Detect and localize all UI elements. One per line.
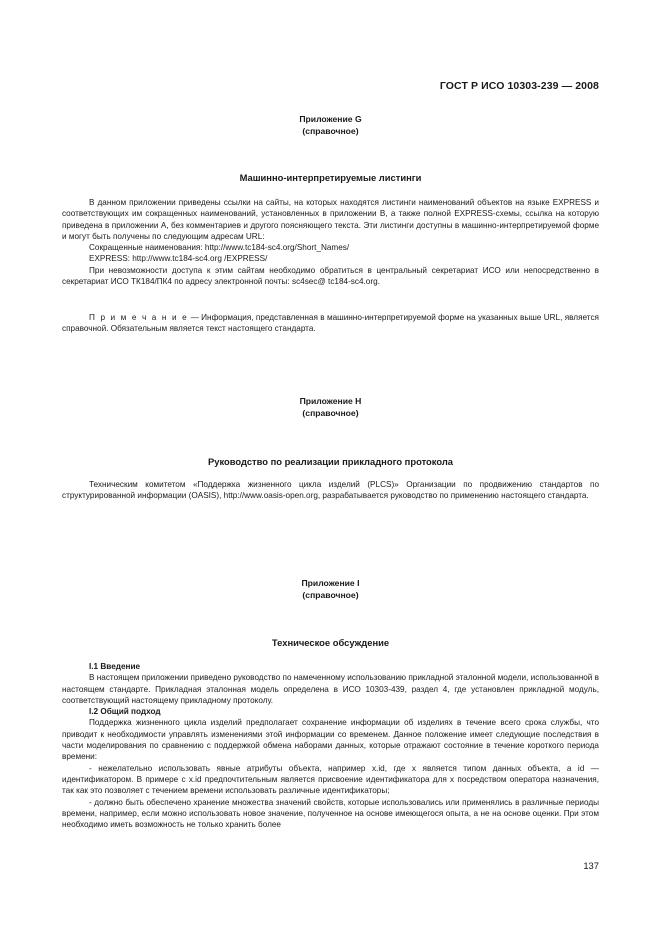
annex-i-title: Техническое обсуждение xyxy=(271,637,390,648)
standard-header: ГОСТ Р ИСО 10303-239 — 2008 xyxy=(439,80,599,92)
annex-i-heading xyxy=(62,577,599,601)
annex-h-body xyxy=(62,479,599,502)
annex-g-paragraph-1: В данном приложении приведены ссылки на сайты, на которых находятся листинги наименований объектов на языке EXPRESS и соответствующих им сокращенных наименований, установленных в приложении В, а также полной EXPRESS-схемы, ссылка на которую приведена в приложении А, без комментариев и другого поясняющего текста. Эти листинги доступны в машинно-интерпретируемой форме и могут быть получены по следующим адресам URL: xyxy=(62,198,599,241)
annex-g-paragraph-2: Сокращенные наименования: http://www.tc184-sc4.org/Short_Names/ xyxy=(89,243,350,253)
section-i1-text: В настоящем приложении приведено руководство по намеченному использованию прикладной эталонной модели, использованной в настоящем стандарте. Прикладная эталонная модель определена в ИСО 10303-439, раздел 4, где установлен прикладной модуль, соответствующий настоящему прикладному протоколу. xyxy=(62,673,599,705)
annex-g-note xyxy=(62,312,599,335)
annex-i-body xyxy=(62,661,599,830)
bullet-item-2: - должно быть обеспечено хранение множества значений свойств, которые использовались или применялись в различные периоды времени, например, если можно использовать новое значение, полученное на основе имеющегося опыта, а не на основе оценки. При этом необходимо иметь возможность не только хранить более xyxy=(62,797,599,830)
annex-h-heading xyxy=(62,395,599,419)
annex-g-kind: (справочное) xyxy=(302,126,359,136)
annex-h-title: Руководство по реализации прикладного протокола xyxy=(207,456,453,467)
bullet-item-1: - нежелательно использовать явные атрибуты объекта, например x.id, где x является типом данных объекта, а id — идентификатором. В примере с x.id предпочтительным является присвоение идентификатора для x посредством оператора назначения, так как это позволяет с течением времени использовать различные идентификаторы; xyxy=(62,763,599,796)
annex-g-body xyxy=(62,197,599,287)
annex-g-title: Машинно-интерпретируемые листинги xyxy=(239,172,422,183)
annex-i-label: Приложение I xyxy=(301,578,360,588)
note-label: П р и м е ч а н и е xyxy=(89,313,189,322)
annex-g-paragraph-3: EXPRESS: http://www.tc184-sc4.org /EXPRESS/ xyxy=(89,254,268,264)
annex-g-heading xyxy=(62,113,599,137)
note-text: — Информация, представленная в машинно-интерпретируемой форме на указанных выше URL, является справочной. Обязательным является текст настоящего стандарта. xyxy=(62,313,599,334)
annex-h-label: Приложение Н xyxy=(299,396,362,406)
annex-g-label: Приложение G xyxy=(299,114,362,124)
section-i2-heading: I.2 Общий подход xyxy=(89,707,161,717)
page-number: 137 xyxy=(583,860,599,871)
annex-h-paragraph: Техническим комитетом «Поддержка жизненного цикла изделий (PLCS)» Организации по продвижению стандартов по структурированной информации (OASIS), http://www.oasis-open.org, разрабатывается руководство по применению настоящего стандарта. xyxy=(62,480,599,501)
section-i1-heading: I.1 Введение xyxy=(89,662,141,671)
annex-g-paragraph-4: При невозможности доступа к этим сайтам необходимо обратиться в центральный секретариат ИСО или непосредственно в секретариат ИСО ТК184/ПК4 по адресу электронной почты: sc4sec@ tc184-sc4.org. xyxy=(62,265,599,287)
annex-h-kind: (справочное) xyxy=(302,408,359,418)
section-i2-text: Поддержка жизненного цикла изделий предполагает сохранение информации об изделиях в течение всего срока службы, что приводит к необходимости управлять изменениями этой информации со временем. Данное положение имеет следующие последствия в части моделирования по сравнению с поддержкой обмена наборами данных, которые отражают состояние в течение короткого периода времени: xyxy=(62,718,599,762)
annex-i-kind: (справочное) xyxy=(302,590,359,600)
